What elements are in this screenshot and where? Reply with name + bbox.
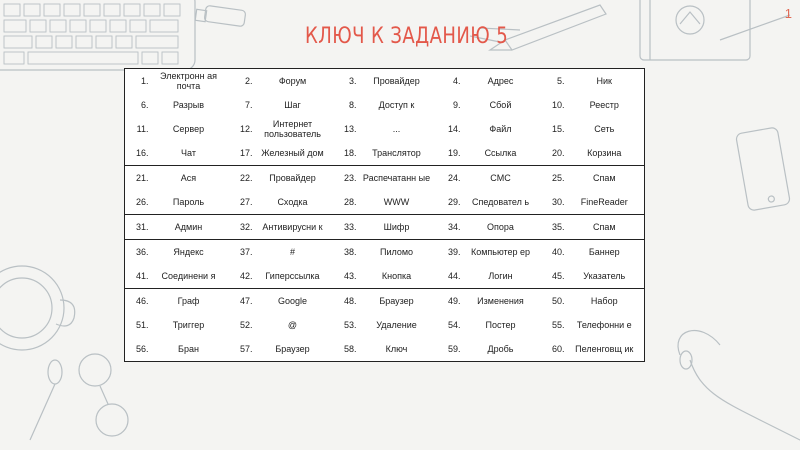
item-number: 10. [551, 100, 565, 110]
item-number: 29. [437, 190, 461, 215]
item-number: 45. [541, 264, 565, 289]
item-answer: FineReader [565, 190, 645, 215]
item-answer: Баннер [588, 247, 620, 257]
item-answer: Опора [461, 215, 541, 240]
item-number: 39. [447, 247, 461, 257]
item-number: 36. [135, 247, 149, 257]
item-number: 28. [333, 190, 357, 215]
item-number: 60. [541, 337, 565, 362]
item-number: 33. [333, 215, 357, 240]
item-number: 25. [551, 173, 565, 183]
item-answer: Сходка [253, 190, 333, 215]
item-number: 3. [348, 76, 357, 86]
item-number: 8. [348, 100, 357, 110]
item-number: 4. [452, 76, 461, 86]
item-answer: Гиперссылка [253, 264, 333, 289]
item-number: 7. [244, 100, 253, 110]
item-answer: Триггер [172, 320, 205, 330]
item-number: 59. [437, 337, 461, 362]
item-answer: Указатель [565, 264, 645, 289]
slide-title: КЛЮЧ К ЗАДАНИЮ 5 [305, 24, 509, 49]
item-number: 9. [452, 100, 461, 110]
table-row [125, 215, 645, 240]
item-number: 52. [239, 320, 253, 330]
item-number: 20. [541, 141, 565, 166]
table-row [125, 313, 645, 337]
item-answer: Пароль [149, 190, 229, 215]
item-answer: Пиломо [379, 247, 414, 257]
item-answer: Пеленговщ ик [565, 337, 645, 362]
item-answer: Корзина [565, 141, 645, 166]
item-number: 51. [135, 320, 149, 330]
item-answer: Логин [461, 264, 541, 289]
item-answer: Удаление [376, 320, 417, 330]
item-number: 49. [447, 296, 461, 306]
item-number: 2. [244, 76, 253, 86]
item-answer: Постер [485, 320, 516, 330]
item-number: 6. [140, 100, 149, 110]
item-answer: Чат [149, 141, 229, 166]
item-number: 38. [343, 247, 357, 257]
table-row [125, 69, 645, 94]
item-number: 31. [125, 215, 149, 240]
item-number: 5. [556, 76, 565, 86]
item-number: 27. [229, 190, 253, 215]
item-answer: Набор [590, 296, 618, 306]
item-number: 21. [135, 173, 149, 183]
item-number: 14. [447, 124, 461, 134]
item-answer: Ключ [357, 337, 437, 362]
glasses-icon [79, 354, 128, 436]
item-answer: Адрес [487, 76, 514, 86]
item-number: 46. [135, 296, 149, 306]
item-number: 56. [125, 337, 149, 362]
item-number: 53. [343, 320, 357, 330]
item-number: 32. [229, 215, 253, 240]
item-answer: СМС [490, 173, 511, 183]
item-answer: Электронн ая почта [160, 71, 217, 91]
item-answer: Google [277, 296, 308, 306]
table-row [125, 264, 645, 289]
table-row [125, 337, 645, 362]
item-number: 40. [551, 247, 565, 257]
item-answer: Доступ к [378, 100, 415, 110]
item-number: 41. [125, 264, 149, 289]
item-answer: WWW [357, 190, 437, 215]
item-answer: Админ [149, 215, 229, 240]
item-number: 43. [333, 264, 357, 289]
item-answer: Телефонни е [576, 320, 632, 330]
item-number: 35. [541, 215, 565, 240]
item-number: 12. [239, 124, 253, 134]
item-answer: Ник [596, 76, 612, 86]
table-row [125, 289, 645, 314]
item-answer: Интернет пользователь [264, 119, 321, 139]
item-number: 48. [343, 296, 357, 306]
table-row [125, 93, 645, 117]
item-answer: Провайдер [373, 76, 420, 86]
phone-icon [736, 127, 791, 211]
item-answer: Сервер [172, 124, 205, 134]
item-number: 47. [239, 296, 253, 306]
item-answer: Дробь [461, 337, 541, 362]
answer-key-table [124, 68, 645, 362]
item-number: 1. [140, 76, 149, 86]
item-answer: Железный дом [253, 141, 333, 166]
item-number: 42. [229, 264, 253, 289]
item-answer: Изменения [477, 296, 524, 306]
table-row [125, 190, 645, 215]
item-answer: Спам [592, 173, 616, 183]
item-number: 30. [541, 190, 565, 215]
item-answer: Провайдер [269, 173, 316, 183]
item-answer: Ася [180, 173, 197, 183]
item-answer: @ [287, 320, 298, 330]
item-number: 16. [125, 141, 149, 166]
item-answer: Компьютер ер [470, 247, 531, 257]
item-answer: Соединени я [149, 264, 229, 289]
item-number: 19. [437, 141, 461, 166]
earphones-icon [678, 331, 800, 445]
item-number: 23. [343, 173, 357, 183]
item-answer: Кнопка [357, 264, 437, 289]
item-number: 54. [447, 320, 461, 330]
usb-drive-icon [195, 5, 246, 26]
item-answer: Сбой [489, 100, 512, 110]
item-number: 11. [136, 124, 149, 134]
coffee-cup-icon [0, 266, 75, 350]
item-number: 18. [333, 141, 357, 166]
item-number: 34. [437, 215, 461, 240]
item-answer: Граф [177, 296, 200, 306]
table-row [125, 240, 645, 265]
item-number: 50. [551, 296, 565, 306]
item-number: 24. [447, 173, 461, 183]
item-answer: ... [392, 124, 401, 134]
item-number: 13. [343, 124, 357, 134]
item-answer: Файл [489, 124, 512, 134]
item-answer: Браузер [379, 296, 414, 306]
item-answer: Сеть [594, 124, 615, 134]
item-number: 26. [125, 190, 149, 215]
notebook-icon [640, 0, 790, 60]
item-number: 55. [551, 320, 565, 330]
slide-number: 1 [784, 6, 792, 21]
item-number: 57. [229, 337, 253, 362]
table-row [125, 117, 645, 141]
item-answer: Реестр [589, 100, 619, 110]
item-answer: Спам [565, 215, 645, 240]
item-answer: Бран [149, 337, 229, 362]
item-answer: Транслятор [357, 141, 437, 166]
item-answer: Антивирусни к [253, 215, 333, 240]
item-answer: Разрыв [173, 100, 204, 110]
item-answer: Форум [278, 76, 307, 86]
table-row [125, 141, 645, 166]
item-answer: Браузер [253, 337, 333, 362]
spoon-icon [30, 360, 62, 440]
item-number: 58. [333, 337, 357, 362]
table-row [125, 166, 645, 191]
item-number: 37. [239, 247, 253, 257]
item-answer: Яндекс [173, 247, 204, 257]
item-number: 44. [437, 264, 461, 289]
item-number: 22. [239, 173, 253, 183]
item-answer: Шифр [357, 215, 437, 240]
item-answer: # [289, 247, 295, 257]
item-answer: Спедовател ь [461, 190, 541, 215]
item-answer: Распечатанн ые [362, 173, 431, 183]
item-number: 15. [551, 124, 565, 134]
item-answer: Шаг [284, 100, 301, 110]
item-answer: Ссылка [461, 141, 541, 166]
item-number: 17. [229, 141, 253, 166]
keyboard-icon [0, 0, 195, 70]
